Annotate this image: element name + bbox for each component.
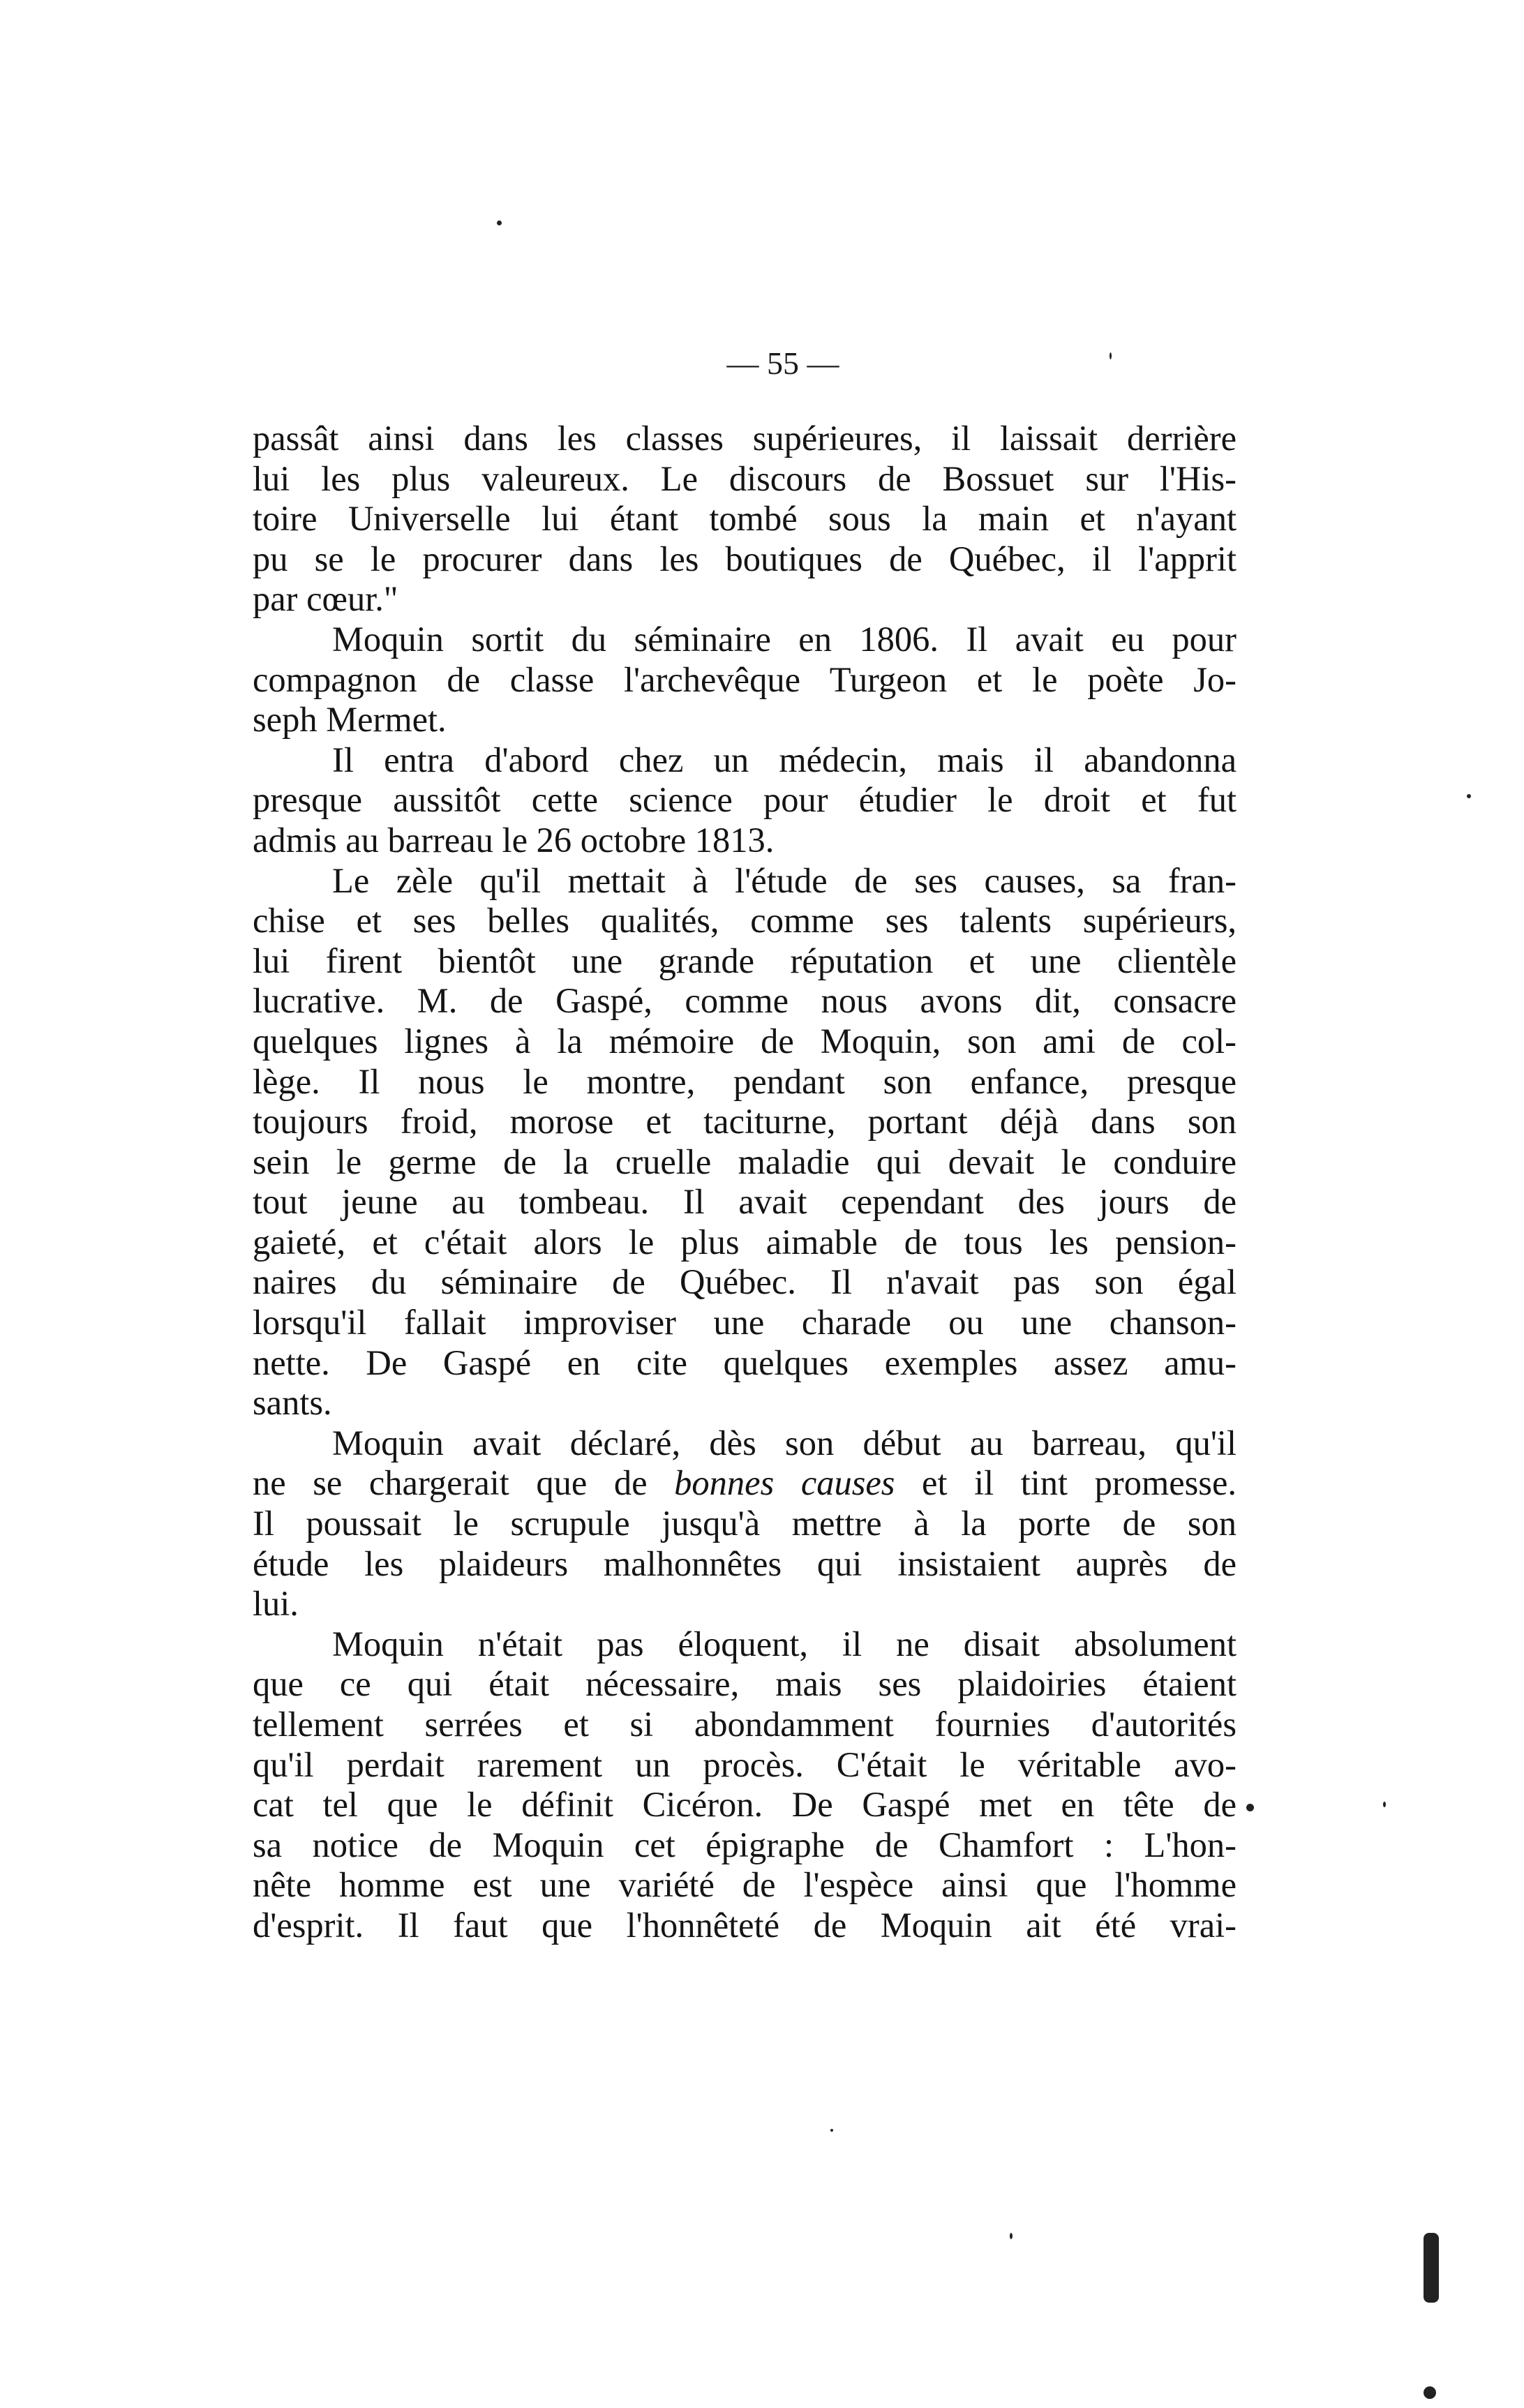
paragraph-start-line: Moquin avait déclaré, dès son début au barreau, qu'il	[332, 1423, 1237, 1463]
text-line: par cœur."	[253, 579, 398, 619]
scan-speck	[497, 220, 502, 225]
text-line: nette. De Gaspé en cite quelques exemples assez amu-	[253, 1343, 1237, 1382]
text-line: admis au barreau le 26 octobre 1813.	[253, 820, 775, 860]
text-line: qu'il perdait rarement un procès. C'était le véritable avo-	[253, 1744, 1237, 1784]
text-line: lui les plus valeureux. Le discours de Bossuet sur l'His-	[253, 458, 1237, 498]
scan-speck	[830, 2129, 833, 2132]
text-line: Il poussait le scrupule jusqu'à mettre à la porte de son	[253, 1504, 1237, 1543]
scan-speck	[1467, 794, 1471, 798]
text-line: nête homme est une variété de l'espèce ainsi que l'homme	[253, 1865, 1237, 1905]
page-number: — 55 —	[726, 345, 839, 381]
text-line: tout jeune au tombeau. Il avait cependant des jours de	[253, 1182, 1237, 1222]
text-line: gaieté, et c'était alors le plus aimable de tous les pension-	[253, 1222, 1237, 1262]
text-line: lucrative. M. de Gaspé, comme nous avons dit, consacre	[253, 981, 1237, 1021]
scan-speck	[1424, 2386, 1436, 2399]
text-line: sants.	[253, 1383, 332, 1423]
paragraph-start-line: Moquin sortit du séminaire en 1806. Il avait eu pour	[332, 619, 1237, 659]
text-line: lorsqu'il fallait improviser une charade ou une chanson-	[253, 1303, 1237, 1343]
text-line: quelques lignes à la mémoire de Moquin, son ami de col-	[253, 1021, 1237, 1061]
text-line: étude les plaideurs malhonnêtes qui insistaient auprès de	[253, 1543, 1237, 1583]
text-line: toujours froid, morose et taciturne, portant déjà dans son	[253, 1102, 1237, 1142]
text-line: lui firent bientôt une grande réputation et une clientèle	[253, 941, 1237, 980]
scan-speck	[1246, 1804, 1254, 1811]
text-line: sein le germe de la cruelle maladie qui devait le conduire	[253, 1142, 1237, 1181]
text-line: passât ainsi dans les classes supérieures, il laissait derrière	[253, 419, 1237, 458]
italic-phrase: bonnes causes	[674, 1463, 895, 1503]
text-line: lui.	[253, 1584, 299, 1624]
text-line: toire Universelle lui étant tombé sous la main et n'ayant	[253, 499, 1237, 539]
text-line: pu se le procurer dans les boutiques de Québec, il l'apprit	[253, 539, 1237, 578]
scan-speck	[1424, 2233, 1439, 2303]
text-line: sa notice de Moquin cet épigraphe de Chamfort : L'hon-	[253, 1825, 1237, 1864]
scan-speck	[1383, 1802, 1386, 1807]
text-line: que ce qui était nécessaire, mais ses plaidoiries étaient	[253, 1664, 1237, 1704]
text-line: d'esprit. Il faut que l'honnêteté de Moquin ait été vrai-	[253, 1905, 1237, 1945]
body-text	[253, 419, 1237, 1946]
paragraph-start-line: Le zèle qu'il mettait à l'étude de ses causes, sa fran-	[332, 860, 1237, 900]
text-line: presque aussitôt cette science pour étudier le droit et fut	[253, 780, 1237, 820]
text-line: lège. Il nous le montre, pendant son enfance, presque	[253, 1061, 1237, 1101]
text-line: tellement serrées et si abondamment fournies d'autorités	[253, 1705, 1237, 1744]
text-line: cat tel que le définit Cicéron. De Gaspé met en tête de	[253, 1785, 1237, 1825]
paragraph-start-line: Il entra d'abord chez un médecin, mais il abandonna	[332, 740, 1237, 779]
scan-speck	[1110, 352, 1112, 359]
paragraph-start-line: Moquin n'était pas éloquent, il ne disait absolument	[332, 1624, 1237, 1663]
text-line: ne se chargerait que de bonnes causes et il tint promesse.	[253, 1463, 1237, 1503]
scan-speck	[1010, 2233, 1013, 2239]
text-line: naires du séminaire de Québec. Il n'avait pas son égal	[253, 1262, 1237, 1302]
text-line: compagnon de classe l'archevêque Turgeon et le poète Jo-	[253, 659, 1237, 699]
text-line: seph Mermet.	[253, 700, 447, 740]
text-line: chise et ses belles qualités, comme ses talents supérieurs,	[253, 901, 1237, 941]
